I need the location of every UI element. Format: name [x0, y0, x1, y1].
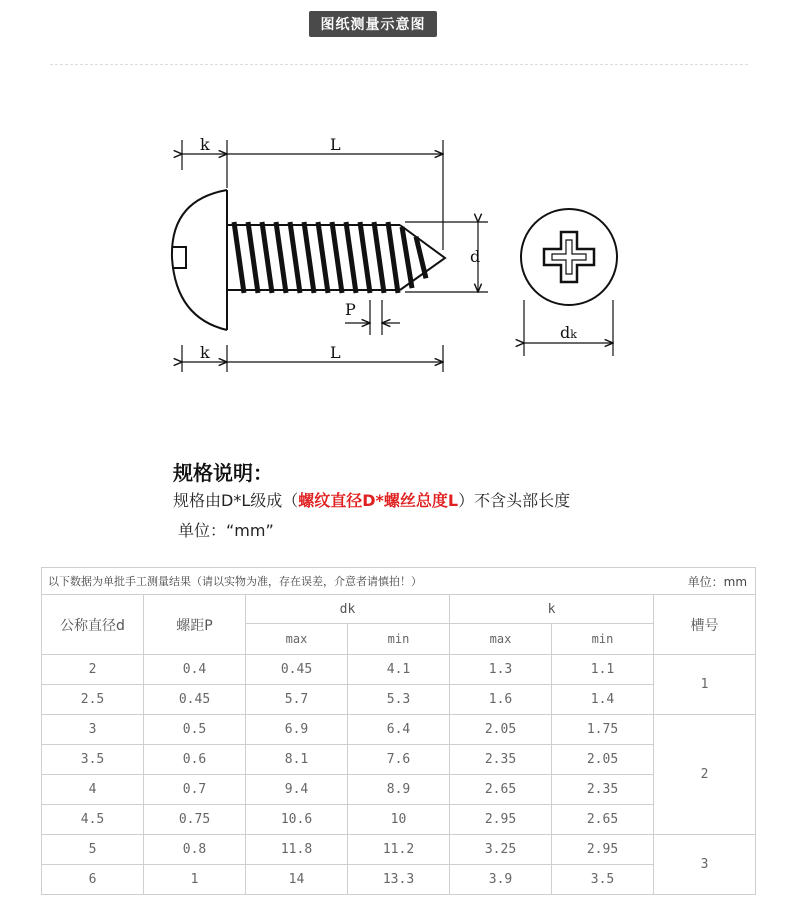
label-k-top: k — [200, 135, 210, 154]
header-k-min: min — [552, 624, 654, 655]
table-row: 2.5 0.45 5.7 5.3 1.6 1.4 — [42, 685, 756, 715]
thread-line — [290, 222, 300, 293]
slot-cell: 2 — [654, 715, 756, 835]
header-nominal-diameter: 公称直径d — [42, 595, 144, 655]
thread-line — [304, 222, 314, 293]
slot-cell: 3 — [654, 835, 756, 895]
table-row: 4.5 0.75 10.6 10 2.95 2.65 — [42, 805, 756, 835]
thread-line — [276, 222, 286, 293]
spec-table-wrapper — [41, 567, 755, 895]
screw-dimension-diagram — [0, 0, 790, 440]
thread-line — [360, 222, 370, 293]
thread-line — [332, 222, 342, 293]
table-row: 5 0.8 11.8 11.2 3.25 2.95 3 — [42, 835, 756, 865]
header-dk-max: max — [246, 624, 348, 655]
table-caption: 以下数据为单批手工测量结果（请以实物为准，存在误差，介意者请慎拍！） 单位：mm — [42, 568, 756, 595]
header-pitch: 螺距P — [144, 595, 246, 655]
section-title-badge: 图纸测量示意图 — [309, 11, 437, 37]
spec-heading: 规格说明： — [173, 461, 273, 485]
label-P: P — [345, 300, 356, 319]
thread-line — [402, 227, 412, 288]
table-row: 4 0.7 9.4 8.9 2.65 2.35 — [42, 775, 756, 805]
thread-line — [318, 222, 328, 293]
spec-highlight: 螺纹直径D*螺丝总度L — [298, 491, 459, 510]
thread-line — [388, 222, 398, 293]
header-dk-min: min — [348, 624, 450, 655]
table-row: 6 1 14 13.3 3.9 3.5 — [42, 865, 756, 895]
table-row: 3 0.5 6.9 6.4 2.05 1.75 2 — [42, 715, 756, 745]
thread-line — [262, 222, 272, 293]
spec-description: 规格由D*L级成（螺纹直径D*螺丝总度L）不含头部长度 — [173, 491, 571, 510]
label-dk: dk — [560, 323, 577, 342]
table-row: 3.5 0.6 8.1 7.6 2.35 2.05 — [42, 745, 756, 775]
header-dk: dk — [246, 595, 450, 624]
thread-line — [234, 222, 244, 293]
label-d: d — [470, 247, 481, 266]
table-row: 2 0.4 0.45 4.1 1.3 1.1 1 — [42, 655, 756, 685]
thread-line — [248, 222, 258, 293]
screw-end-view — [521, 209, 617, 305]
header-k: k — [450, 595, 654, 624]
header-slot: 槽号 — [654, 595, 756, 655]
thread-line — [346, 222, 356, 293]
spec-unit: 单位：“mm” — [178, 521, 274, 540]
spec-table — [41, 567, 756, 895]
label-L-top: L — [330, 135, 341, 154]
label-L-bottom: L — [330, 343, 341, 362]
table-unit: 单位：mm — [687, 574, 748, 589]
screw-head — [172, 190, 227, 330]
header-k-max: max — [450, 624, 552, 655]
label-k-bottom: k — [200, 343, 210, 362]
thread-line — [374, 222, 384, 293]
slot-cell: 1 — [654, 655, 756, 715]
screw-threads — [234, 222, 426, 293]
